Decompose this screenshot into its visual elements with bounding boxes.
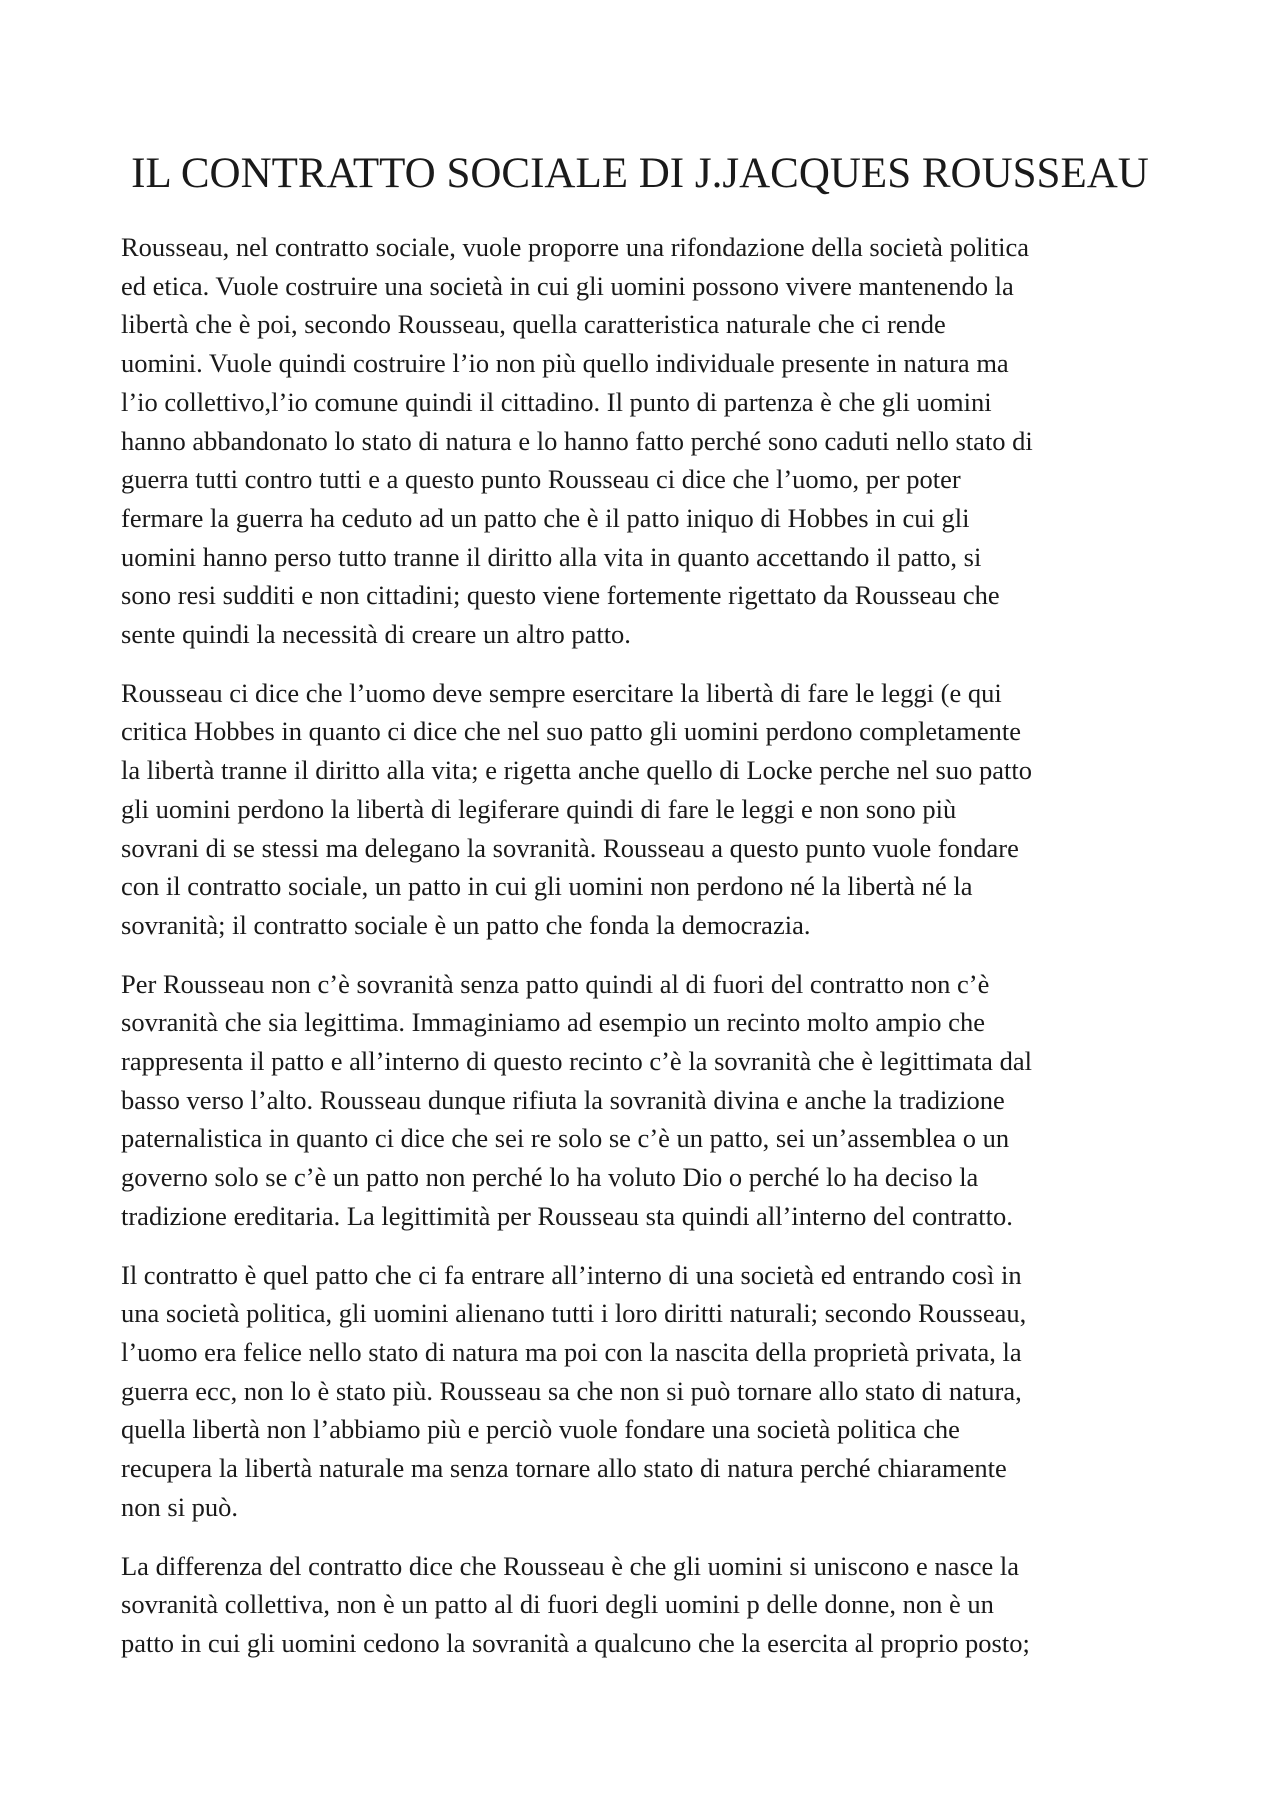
page-title: IL CONTRATTO SOCIALE DI J.JACQUES ROUSSEAU (131, 150, 1149, 197)
text-line: sovranità; il contratto sociale è un patto che fonda la democrazia. (121, 909, 811, 940)
text-line: ed etica. Vuole costruire una società in cui gli uomini possono vivere mantenendo la (121, 270, 1014, 301)
text-line: con il contratto sociale, un patto in cui gli uomini non perdono né la libertà né la (121, 871, 973, 902)
text-line: hanno abbandonato lo stato di natura e lo hanno fatto perché sono caduti nello stato di (121, 425, 1033, 456)
text-line: guerra tutti contro tutti e a questo punto Rousseau ci dice che l’uomo, per poter (121, 464, 961, 495)
text-line: l’uomo era felice nello stato di natura ma poi con la nascita della proprietà privata, la (121, 1336, 1022, 1367)
text-line: basso verso l’alto. Rousseau dunque rifiuta la sovranità divina e anche la tradizione (121, 1084, 1005, 1115)
text-line: Il contratto è quel patto che ci fa entrare all’interno di una società ed entrando così in (121, 1259, 1022, 1290)
paragraph-2 (121, 674, 1161, 945)
text-line: sente quindi la necessità di creare un altro patto. (121, 619, 631, 650)
text-line: paternalistica in quanto ci dice che sei re solo se c’è un patto, sei un’assemblea o un (121, 1123, 1010, 1154)
text-line: sovrani di se stessi ma delegano la sovranità. Rousseau a questo punto vuole fondare (121, 832, 1019, 863)
document-body (121, 228, 1161, 1683)
text-line: recupera la libertà naturale ma senza tornare allo stato di natura perché chiaramente (121, 1453, 1007, 1484)
text-line: sovranità che sia legittima. Immaginiamo ad esempio un recinto molto ampio che (121, 1007, 985, 1038)
text-line: rappresenta il patto e all’interno di questo recinto c’è la sovranità che è legittimata dal (121, 1046, 1032, 1077)
text-line: uomini. Vuole quindi costruire l’io non più quello individuale presente in natura ma (121, 348, 1009, 379)
paragraph-3 (121, 965, 1161, 1236)
text-line: Rousseau ci dice che l’uomo deve sempre esercitare la libertà di fare le leggi (e qui (121, 677, 1002, 708)
text-line: sovranità collettiva, non è un patto al di fuori degli uomini p delle donne, non è un (121, 1589, 994, 1620)
text-line: governo solo se c’è un patto non perché lo ha voluto Dio o perché lo ha deciso la (121, 1162, 979, 1193)
text-line: quella libertà non l’abbiamo più e perciò vuole fondare una società politica che (121, 1414, 960, 1445)
paragraph-5 (121, 1547, 1161, 1663)
text-line: libertà che è poi, secondo Rousseau, quella caratteristica naturale che ci rende (121, 309, 946, 340)
text-line: guerra ecc, non lo è stato più. Rousseau sa che non si può tornare allo stato di natura, (121, 1375, 1022, 1406)
text-line: Per Rousseau non c’è sovranità senza patto quindi al di fuori del contratto non c’è (121, 968, 990, 999)
text-line: l’io collettivo,l’io comune quindi il cittadino. Il punto di partenza è che gli uomini (121, 386, 992, 417)
text-line: fermare la guerra ha ceduto ad un patto che è il patto iniquo di Hobbes in cui gli (121, 502, 970, 533)
text-line: patto in cui gli uomini cedono la sovranità a qualcuno che la esercita al proprio posto; (121, 1627, 1030, 1658)
text-line: la libertà tranne il diritto alla vita; e rigetta anche quello di Locke perche nel suo patto (121, 755, 1032, 786)
text-line: Rousseau, nel contratto sociale, vuole proporre una rifondazione della società politica (121, 232, 1030, 262)
text-line: sono resi sudditi e non cittadini; questo viene fortemente rigettato da Rousseau che (121, 580, 1000, 611)
text-line: non si può. (121, 1491, 239, 1522)
text-line: uomini hanno perso tutto tranne il diritto alla vita in quanto accettando il patto, si (121, 541, 982, 572)
text-line: gli uomini perdono la libertà di legiferare quindi di fare le leggi e non sono più (121, 793, 957, 824)
text-line: una società politica, gli uomini alienano tutti i loro diritti naturali; secondo Rousseau, (121, 1298, 1027, 1329)
paragraph-4 (121, 1256, 1161, 1527)
text-line: critica Hobbes in quanto ci dice che nel suo patto gli uomini perdono completamente (121, 716, 1022, 747)
text-line: La differenza del contratto dice che Rousseau è che gli uomini si uniscono e nasce la (121, 1550, 1019, 1581)
text-line: tradizione ereditaria. La legittimità per Rousseau sta quindi all’interno del contratto. (121, 1200, 1013, 1231)
paragraph-1 (121, 228, 1161, 654)
